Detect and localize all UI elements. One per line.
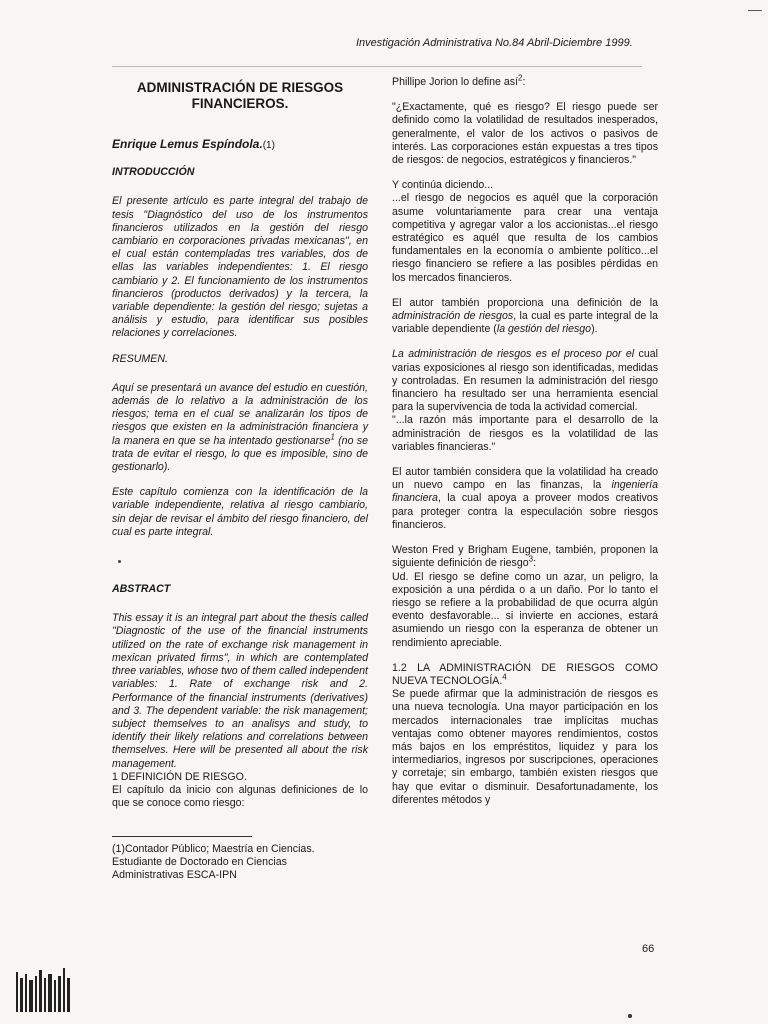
right-column [392,73,658,819]
intro-text: El presente artículo es parte integral del trabajo de tesis "Diagnóstico del uso de los instrumentos financieros utilizados en la gestión del riesgo cambiario en corporaciones privadas mexicanas", en el cual están contempladas tres variables, dos de ellas las variables independientes: 1. El riesgo cambiario y 2. El funcionamiento de los instrumentos financieros (productos derivados) y la tercera, la variable dependiente: la gestión del riesgo; sujetas a análisis y estudio, para identificar sus posibles relaciones y correlaciones. [112,195,368,340]
jorion-intro-text: Phillipe Jorion lo define así [392,76,519,88]
author [112,138,368,152]
ing-c: , la cual apoya a proveer modos creativos para proteger contra la especulación sobre riesgos financieros. [392,492,658,531]
weston-b: : [533,557,537,570]
ing-b: ingeniería financiera [392,479,658,505]
weston-a: Weston Fred y Brigham Eugene, también, proponen la siguiente definición de riesgo [392,544,658,570]
resumen-p1-text: Aquí se presentará un avance del estudio en cuestión, además de lo relativo a la administración de los riesgos; tema en el cual se analizarán los tipos de riesgos que existen en la administración financiera y la manera en que se ha intentado gestionarse [112,381,368,447]
section-1-2-text: Se puede afirmar que la administración de riesgos es una nueva tecnología. Una mayor participación en los mercados internacionales trae implícitas muchas ventajas como obtener mayores rendimientos, costos más bajos en los empréstitos, liquidez y para los intermediarios, ingresos por suscripciones, operaciones y corretaje; sin embargo, también existen riesgos que hay que evitar o disminuir. Desafortunadamente, los diferentes métodos y [392,688,658,806]
autor-def-e: ). [591,323,598,336]
resumen-heading: RESUMEN. [112,352,168,365]
continua: Y continúa diciendo... [392,179,494,192]
footnote-ref-1: 1 [330,432,335,442]
proceso-b: cual varias exposiciones al riesgo son identificadas, medidas y controladas. En resumen la administración del riesgo financiero ha resultado ser una herramienta esencial para la supervivencia de toda la actividad comercial. [392,348,658,414]
footnote-ref-2: 2 [518,73,523,83]
resumen-p1 [112,382,368,474]
footnote-line3: Administrativas ESCA-IPN [112,869,237,882]
section1-text: El capítulo da inicio con algunas definiciones de lo que se conoce como riesgo: [112,783,368,810]
scan-mark [748,10,762,11]
jorion-colon: : [522,76,526,88]
resumen-p2: Este capítulo comienza con la identificación de la variable independiente, relativa al riesgo cambiario, sin dejar de revisar el ámbito del riesgo financiero, del cual es parte integral. [112,486,368,538]
scan-barcode-icon [14,966,74,1014]
abstract-heading: ABSTRACT [112,583,171,596]
ing-a: El autor también considera que la volatilidad ha creado un nuevo campo en las finanzas, la [392,466,658,492]
h12-text: 1.2 LA ADMINISTRACIÓN DE RIESGOS COMO NUEVA TECNOLOGÍA. [392,661,658,687]
autor-def-d: la gestión del riesgo [496,323,592,336]
article-title: ADMINISTRACIÓN DE RIESGOS FINANCIEROS. [136,80,344,111]
section1-heading: 1 DEFINICIÓN DE RIESGO. [112,770,247,783]
header-rule [112,66,642,67]
footnote-line2: Estudiante de Doctorado en Ciencias [112,856,287,869]
weston-text: Ud. El riesgo se define como un azar, un peligro, la exposición a una pérdida o a un daño. Por lo tanto el riesgo se refiere a la probabilidad de que ocurra algún evento desfavorable... si invierte en acciones, estará asumiendo un riesgo con la esperanza de obtener un rendimiento apreciable. [392,570,658,649]
quote-2: ...el riesgo de negocios es aquél que la corporación asume voluntariamente para crear una ventaja competitiva y agregar valor a los accionistas...el riesgo estratégico es aquél que resulta de los cambios fundamentales en la economía o ambiente político...el riesgo financiero se refiere a las posibles pérdidas en los mercados financieros. [392,192,658,284]
intro-heading: INTRODUCCIÓN [112,166,195,179]
autor-definicion [392,297,658,337]
journal-header: Investigación Administrativa No.84 Abril-Diciembre 1999. [356,37,633,49]
footnote-line1: (1)Contador Público; Maestría en Ciencias. [112,843,315,856]
footnote-ref-4: 4 [502,672,507,682]
author-name: Enrique Lemus Espíndola. [112,137,263,151]
autor-def-b: administración de riesgos [392,310,514,323]
scan-speck [628,1014,632,1018]
proceso-quote: "...la razón más importante para el desarrollo de la administración de riesgos es la volatilidad de las variables financieras." [392,414,658,453]
scan-speck-2 [118,560,121,563]
abstract-text: This essay it is an integral part about the thesis called "Diagnostic of the use of the financial instruments utilized on the rate of exchange risk management in mexican privated firms", in which are contemplated three variables, whose two of them called independent variables: 1. Rate of exchange risk and 2. Performance of the financial instruments (derivatives) and 3. The dependent variable: the risk management; subject themselves to an analisys and study, to identify their likely relations and correlations between themselves. Here will be presented all about the risk management. [112,612,368,770]
ingenieria-paragraph [392,466,658,532]
author-note: (1) [262,140,275,151]
left-column [112,80,368,882]
jorion-intro [392,73,658,89]
footnote-rule [112,836,252,837]
proceso-a: La administración de riesgos es el proceso por el [392,348,635,361]
section-1-2-heading [392,662,658,688]
weston-intro [392,544,658,570]
autor-def-a: El autor también proporciona una definición de la [392,296,658,309]
proceso-paragraph [392,348,658,414]
footnote-ref-3: 3 [528,554,534,564]
resumen-p1-end: (no se trata de evitar el riesgo, lo que es imposible, sino de gestionarlo). [112,434,368,474]
quote-1: "¿Exactamente, qué es riesgo? El riesgo puede ser definido como la volatilidad de resultados inesperados, generalmente, el valor de los activos o pasivos de interés. Las corporaciones están expuestas a tres tipos de riesgos: de negocios, estratégicos y financieros." [392,101,658,167]
autor-def-c: , la cual es parte integral de la variable dependiente ( [392,310,658,336]
page-number: 66 [642,943,655,955]
